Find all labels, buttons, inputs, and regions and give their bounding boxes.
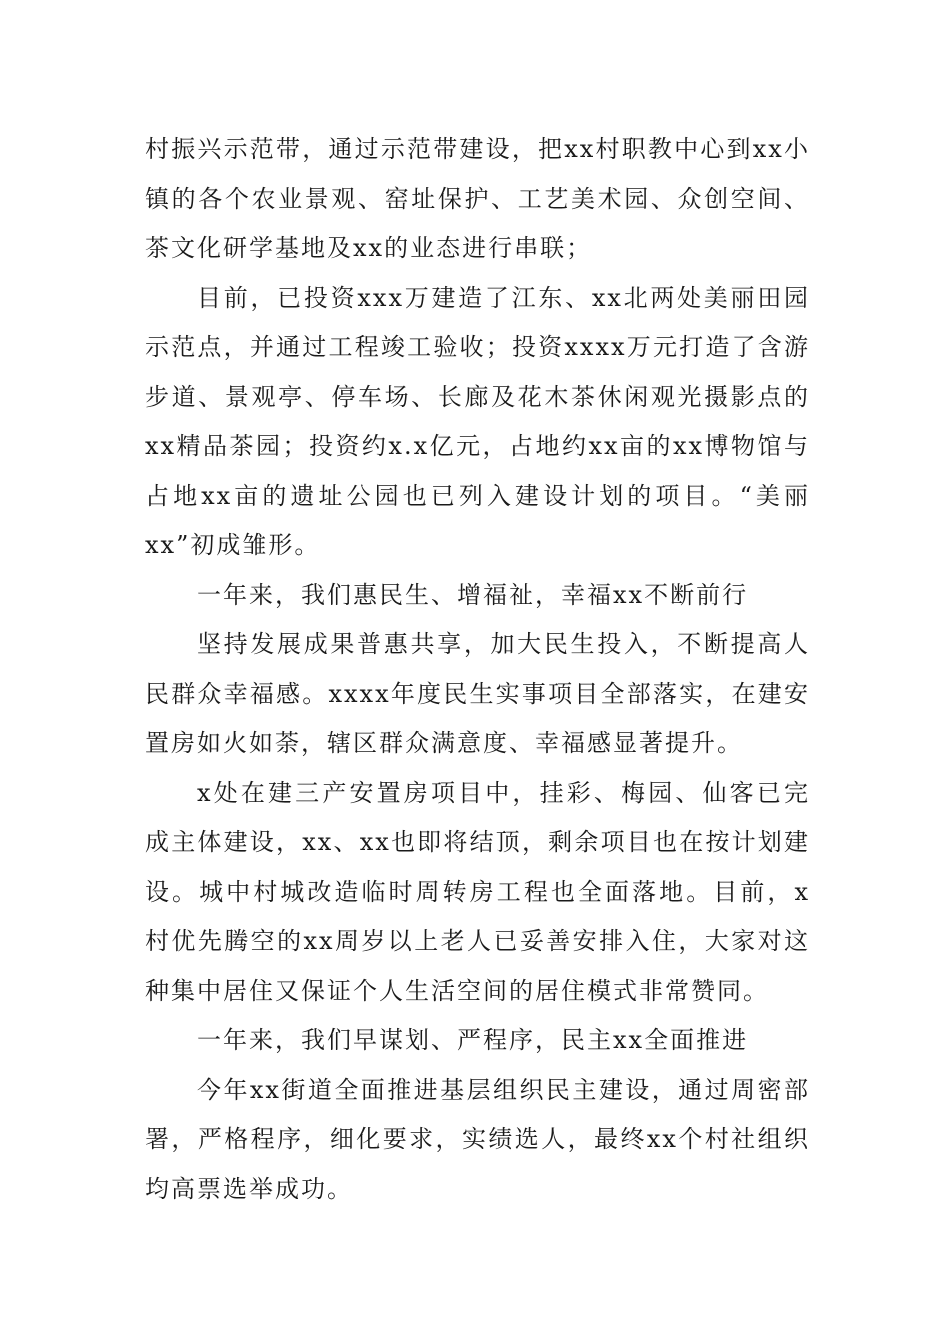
- paragraph-2: 目前，已投资xxx万建造了江东、xx北两处美丽田园示范点，并通过工程竣工验收；投资xxxx万元打造了含游步道、景观亭、停车场、长廊及花木茶休闲观光摄影点的xx精品茶园；投资约x.x亿元，占地约xx亩的xx博物馆与占地xx亩的遗址公园也已列入建设计划的项目。“美丽xx”初成雏形。: [145, 283, 810, 559]
- document-body: [145, 125, 810, 1214]
- paragraph-3: 坚持发展成果普惠共享，加大民生投入，不断提高人民群众幸福感。xxxx年度民生实事项目全部落实，在建安置房如火如荼，辖区群众满意度、幸福感显著提升。: [145, 630, 810, 757]
- paragraph-5: 今年xx街道全面推进基层组织民主建设，通过周密部署，严格程序，细化要求，实绩选人，最终xx个村社组织均高票选举成功。: [145, 1075, 810, 1203]
- paragraph-1: 村振兴示范带，通过示范带建设，把xx村职教中心到xx小镇的各个农业景观、窑址保护、工艺美术园、众创空间、茶文化研学基地及xx的业态进行串联；: [145, 135, 810, 262]
- paragraph-4: x处在建三产安置房项目中，挂彩、梅园、仙客已完成主体建设，xx、xx也即将结顶，剩余项目也在按计划建设。城中村城改造临时周转房工程也全面落地。目前，x村优先腾空的xx周岁以上老人已妥善安排入住，大家对这种集中居住又保证个人生活空间的居住模式非常赞同。: [145, 778, 810, 1005]
- section-heading-2: 一年来，我们早谋划、严程序，民主xx全面推进: [197, 1026, 749, 1054]
- section-heading-1: 一年来，我们惠民生、增福祉，幸福xx不断前行: [197, 580, 749, 609]
